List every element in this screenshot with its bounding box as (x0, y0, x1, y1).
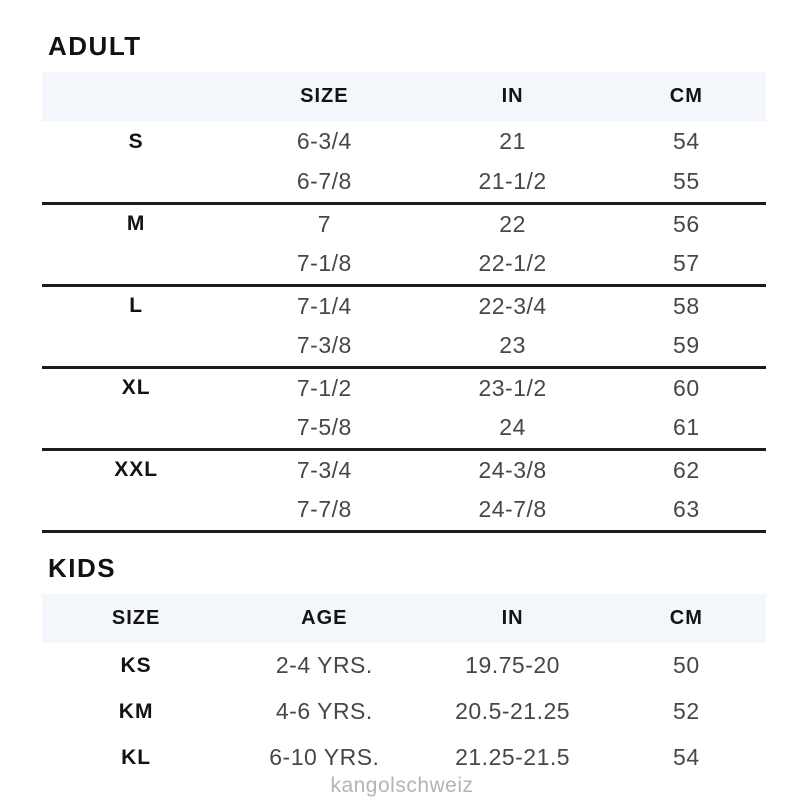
adult-group-label-spacer (42, 490, 230, 531)
in-value: 23 (418, 326, 606, 367)
cm-value: 54 (673, 744, 700, 770)
cm-value: 55 (607, 162, 766, 203)
cm-value: 60 (673, 374, 700, 401)
cm-value: 50 (673, 652, 700, 678)
size-value: 7-5/8 (230, 408, 418, 449)
adult-size-table (42, 72, 766, 533)
kids-col-header-size: SIZE (42, 594, 230, 643)
table-row (42, 367, 766, 408)
kids-size-label-kl: KL (121, 745, 152, 769)
kids-size-table (42, 594, 766, 781)
kids-size-label-km: KM (118, 699, 154, 723)
table-row (42, 490, 766, 531)
adult-col-header-size: SIZE (230, 72, 418, 121)
cm-value: 56 (673, 210, 700, 237)
in-value: 22 (499, 210, 526, 237)
size-value: 7-3/8 (230, 326, 418, 367)
table-row (42, 408, 766, 449)
in-value: 22-1/2 (418, 244, 606, 285)
in-value: 22-3/4 (478, 292, 547, 319)
size-value: 7-1/2 (296, 374, 352, 401)
table-row (42, 449, 766, 490)
adult-group-label-spacer (42, 326, 230, 367)
size-value: 7-1/8 (230, 244, 418, 285)
cm-value: 58 (673, 292, 700, 319)
in-value: 23-1/2 (478, 374, 547, 401)
table-row (42, 689, 766, 735)
adult-group-label-s: S (128, 129, 144, 153)
adult-group-label-l: L (129, 294, 144, 318)
table-row (42, 326, 766, 367)
kids-section-title: KIDS (48, 552, 117, 583)
table-row (42, 643, 766, 689)
cm-value: 52 (673, 698, 700, 724)
kids-col-header-cm: CM (607, 594, 766, 643)
size-value: 6-7/8 (230, 162, 418, 203)
in-value: 21-1/2 (418, 162, 606, 203)
cm-value: 61 (607, 408, 766, 449)
in-value: 21.25-21.5 (455, 744, 571, 770)
kids-header-row (42, 594, 766, 643)
adult-group-label-spacer (42, 408, 230, 449)
size-value: 7 (317, 210, 331, 237)
size-value: 7-3/4 (296, 456, 352, 483)
adult-group-label-xxl: XXL (114, 458, 159, 482)
adult-group-label-spacer (42, 162, 230, 203)
adult-group-label-spacer (42, 244, 230, 285)
adult-col-header-cm: CM (607, 72, 766, 121)
cm-value: 63 (607, 490, 766, 531)
in-value: 24-7/8 (418, 490, 606, 531)
table-row (42, 244, 766, 285)
adult-group-label-m: M (126, 212, 146, 236)
age-value: 6-10 YRS. (269, 744, 380, 770)
cm-value: 59 (607, 326, 766, 367)
adult-section-title: ADULT (48, 31, 142, 61)
kids-size-label-ks: KS (120, 653, 152, 677)
adult-header-row (42, 72, 766, 121)
table-row (42, 203, 766, 244)
cm-value: 57 (607, 244, 766, 285)
size-value: 7-1/4 (296, 292, 352, 319)
in-value: 19.75-20 (465, 652, 560, 678)
age-value: 4-6 YRS. (275, 698, 373, 724)
kids-col-header-age: AGE (230, 594, 418, 643)
adult-group-label-xl: XL (121, 376, 151, 400)
kids-col-header-in: IN (418, 594, 606, 643)
in-value: 24-3/8 (478, 456, 547, 483)
in-value: 20.5-21.25 (455, 698, 571, 724)
watermark-text: kangolschweiz (330, 773, 474, 797)
cm-value: 54 (673, 128, 700, 154)
size-value: 7-7/8 (230, 490, 418, 531)
in-value: 21 (499, 128, 526, 154)
in-value: 24 (418, 408, 606, 449)
cm-value: 62 (673, 456, 700, 483)
table-row (42, 121, 766, 162)
table-row (42, 162, 766, 203)
adult-col-header-empty (42, 72, 230, 121)
age-value: 2-4 YRS. (275, 652, 373, 678)
size-value: 6-3/4 (296, 128, 352, 154)
adult-col-header-in: IN (418, 72, 606, 121)
table-row (42, 285, 766, 326)
